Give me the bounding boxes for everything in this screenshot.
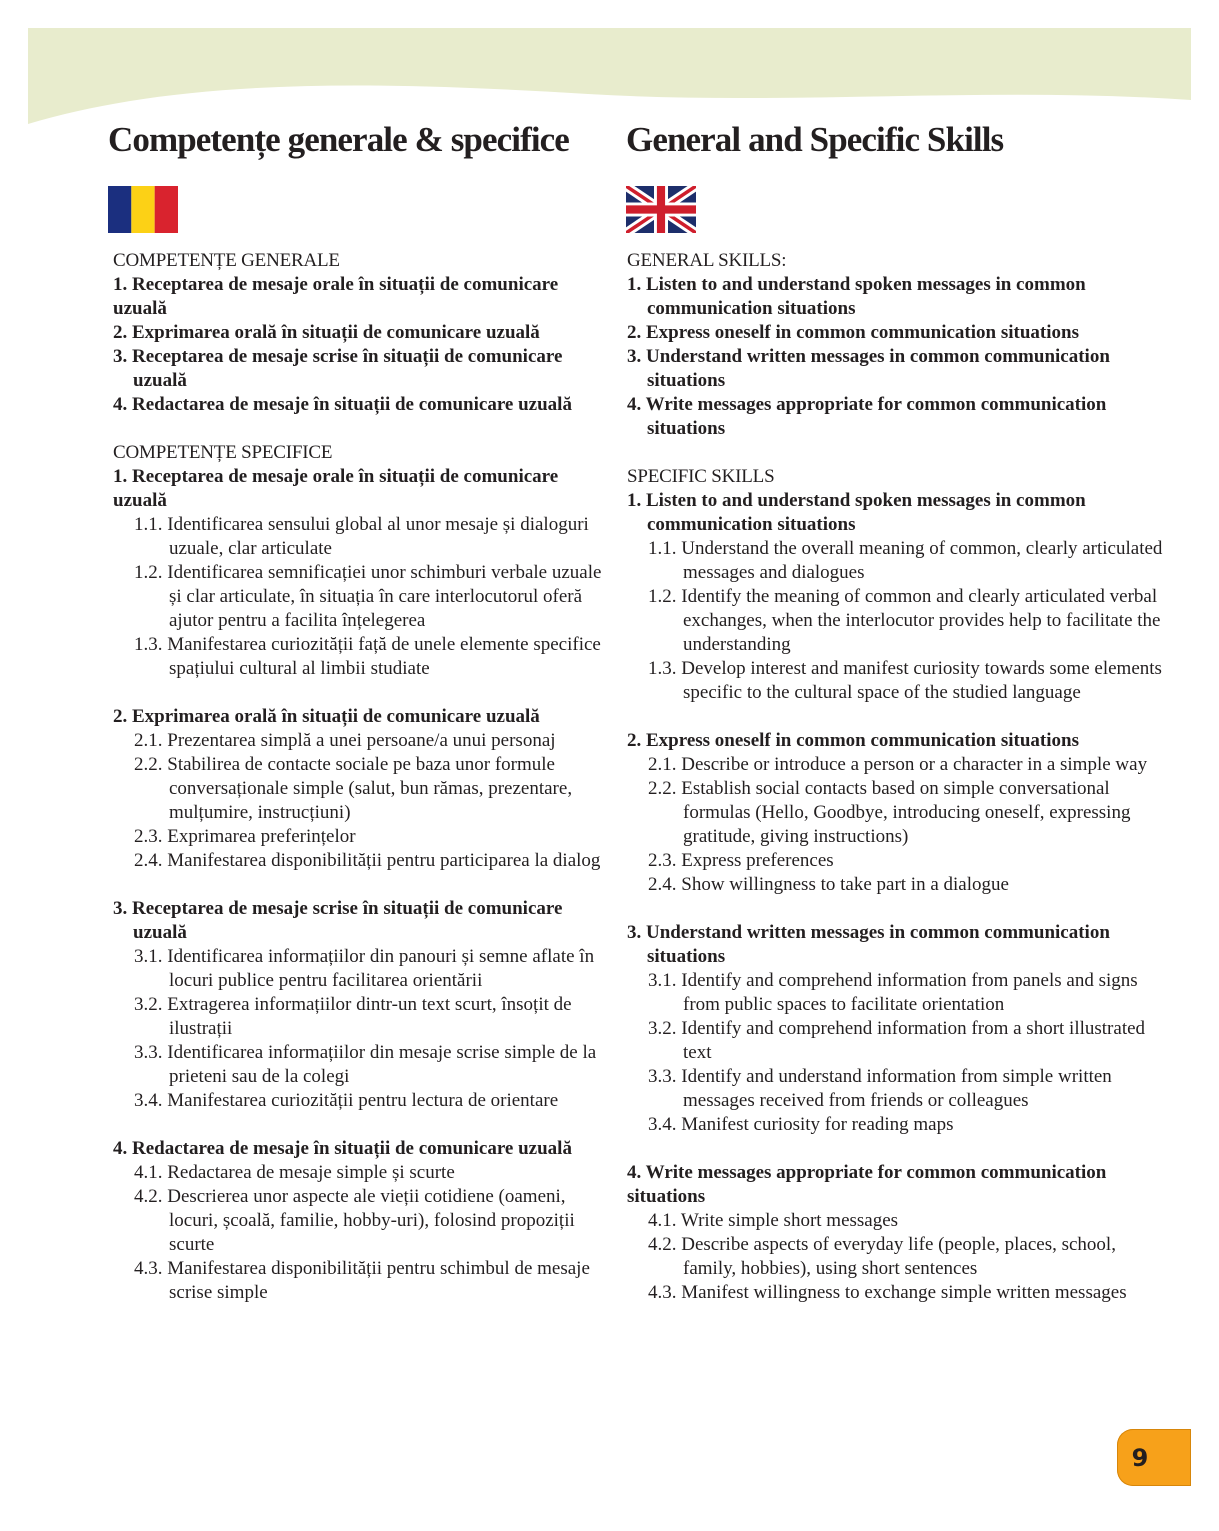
- list-item: 2.4. Show willingness to take part in a dialogue: [648, 874, 1009, 895]
- list-item: 1.1. Identificarea sensului global al unor mesaje și dialoguri uzuale, clar articulate: [134, 514, 589, 559]
- list-item: 1. Receptarea de mesaje orale în situații de comunicare uzuală: [113, 274, 559, 319]
- romanian-column: [108, 118, 608, 1305]
- list-item: 3.4. Manifest curiosity for reading maps: [648, 1114, 954, 1135]
- group-heading: 4. Write messages appropriate for common communication situations: [627, 1162, 1107, 1207]
- group-heading: 3. Receptarea de mesaje scrise în situații de comunicare uzuală: [113, 898, 563, 943]
- list-item: 2.4. Manifestarea disponibilității pentru participarea la dialog: [134, 850, 601, 871]
- list-item: 3. Understand written messages in common communication situations: [627, 346, 1110, 391]
- list-item: 4.3. Manifest willingness to exchange simple written messages: [648, 1282, 1127, 1303]
- list-item: 3.1. Identificarea informațiilor din panouri și semne aflate în locuri publice pentru facilitarea orientării: [134, 946, 595, 991]
- list-item: 1.3. Manifestarea curiozității față de unele elemente specifice spațiului cultural al limbii studiate: [134, 634, 601, 679]
- general-skills-en: [627, 249, 1166, 441]
- skill-group: [113, 897, 608, 1113]
- list-item: 2.1. Describe or introduce a person or a character in a simple way: [648, 754, 1148, 775]
- uk-flag-icon: [626, 186, 696, 233]
- list-item: 3. Receptarea de mesaje scrise în situații de comunicare uzuală: [113, 346, 563, 391]
- list-item: 4. Redactarea de mesaje în situații de comunicare uzuală: [113, 394, 572, 415]
- list-item: 2.3. Express preferences: [648, 850, 834, 871]
- group-heading: 3. Understand written messages in common communication situations: [627, 922, 1110, 967]
- group-heading: 1. Listen to and understand spoken messages in common communication situations: [627, 490, 1086, 535]
- list-item: 3.2. Identify and comprehend information from a short illustrated text: [648, 1018, 1146, 1063]
- list-item: 3.1. Identify and comprehend information from panels and signs from public spaces to facilitate orientation: [648, 970, 1138, 1015]
- skill-group: [627, 489, 1166, 705]
- page-number: 9: [1131, 1443, 1149, 1472]
- list-item: 3.3. Identificarea informațiilor din mesaje scrise simple de la prieteni sau de la colegi: [134, 1042, 597, 1087]
- group-heading: 1. Receptarea de mesaje orale în situații de comunicare uzuală: [113, 466, 559, 511]
- list-item: 1.3. Develop interest and manifest curiosity towards some elements specific to the cultural space of the studied language: [648, 658, 1162, 703]
- list-item: 2.1. Prezentarea simplă a unei persoane/a unui personaj: [134, 730, 556, 751]
- list-item: 2. Exprimarea orală în situații de comunicare uzuală: [113, 322, 540, 343]
- list-item: 1.2. Identify the meaning of common and clearly articulated verbal exchanges, when the interlocutor provides help to facilitate the understanding: [648, 586, 1161, 655]
- skill-group: [113, 1137, 608, 1305]
- skill-group: [113, 705, 608, 873]
- skill-group: [627, 1161, 1166, 1305]
- romania-flag-icon: [108, 186, 178, 233]
- list-item: 4.3. Manifestarea disponibilității pentru schimbul de mesaje scrise simple: [134, 1258, 590, 1303]
- group-heading: 4. Redactarea de mesaje în situații de comunicare uzuală: [113, 1138, 572, 1159]
- page-title-en: General and Specific Skills: [626, 120, 1004, 159]
- list-item: 2.2. Establish social contacts based on simple conversational formulas (Hello, Goodbye, introducing oneself, expressing gratitude, giving instructions): [648, 778, 1131, 847]
- list-item: 4.2. Descrierea unor aspecte ale vieții cotidiene (oameni, locuri, școală, familie, hobby-uri), folosind propoziții scurte: [134, 1186, 575, 1255]
- list-item: 3.3. Identify and understand information from simple written messages received from friends or colleagues: [648, 1066, 1112, 1111]
- section-title: GENERAL SKILLS:: [627, 250, 787, 271]
- group-heading: 2. Exprimarea orală în situații de comunicare uzuală: [113, 706, 540, 727]
- skill-group: [627, 729, 1166, 897]
- list-item: 1. Listen to and understand spoken messages in common communication situations: [627, 274, 1086, 319]
- section-title: COMPETENȚE SPECIFICE: [113, 442, 333, 463]
- list-item: 3.4. Manifestarea curiozității pentru lectura de orientare: [134, 1090, 559, 1111]
- skill-group: [627, 921, 1166, 1137]
- list-item: 2. Express oneself in common communication situations: [627, 322, 1079, 343]
- general-skills-ro: [113, 249, 608, 417]
- list-item: 4.1. Write simple short messages: [648, 1210, 899, 1231]
- section-title: SPECIFIC SKILLS: [627, 466, 775, 487]
- list-item: 4.1. Redactarea de mesaje simple și scurte: [134, 1162, 455, 1183]
- page-title-ro: Competențe generale & specifice: [108, 120, 569, 159]
- list-item: 4.2. Describe aspects of everyday life (people, places, school, family, hobbies), using short sentences: [648, 1234, 1116, 1279]
- list-item: 4. Write messages appropriate for common communication situations: [627, 394, 1107, 439]
- page-number-tab: [1117, 1429, 1191, 1486]
- list-item: 3.2. Extragerea informațiilor dintr-un text scurt, însoțit de ilustrații: [134, 994, 572, 1039]
- list-item: 2.3. Exprimarea preferințelor: [134, 826, 356, 847]
- list-item: 1.1. Understand the overall meaning of common, clearly articulated messages and dialogues: [648, 538, 1163, 583]
- skill-group: [113, 465, 608, 681]
- list-item: 2.2. Stabilirea de contacte sociale pe baza unor formule conversaționale simple (salut, bun rămas, prezentare, mulțumire, instrucțiuni): [134, 754, 573, 823]
- group-heading: 2. Express oneself in common communication situations: [627, 730, 1079, 751]
- english-column: [626, 118, 1166, 1305]
- list-item: 1.2. Identificarea semnificației unor schimburi verbale uzuale și clar articulate, în situația în care interlocutorul oferă ajutor pentru a facilita înțelegerea: [134, 562, 602, 631]
- section-title: COMPETENȚE GENERALE: [113, 250, 340, 271]
